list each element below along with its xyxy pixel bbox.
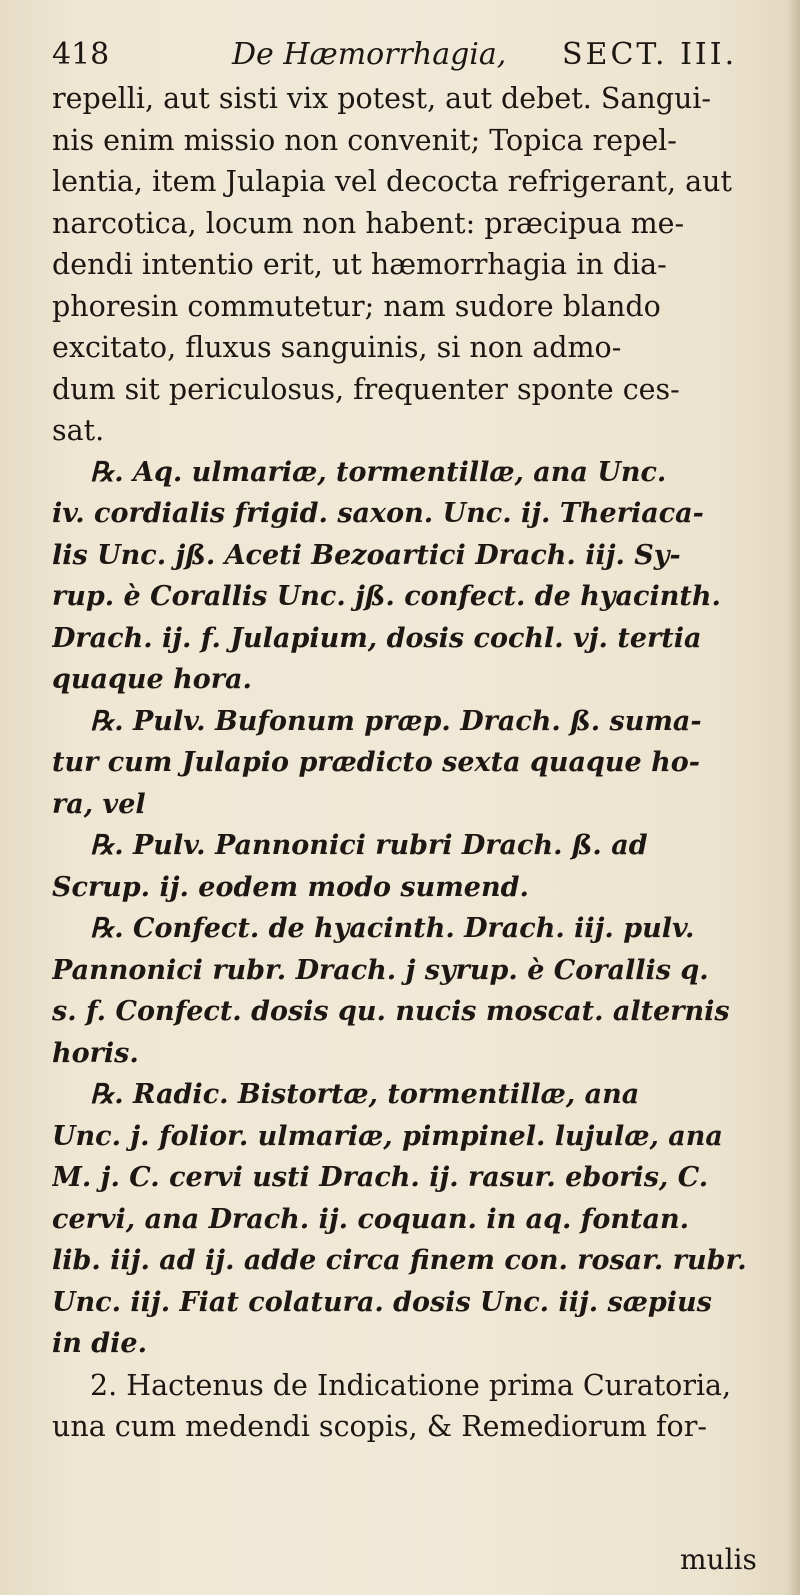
- text-line: phoresin commutetur; nam sudore blando: [52, 289, 661, 323]
- text-line: tur cum Julapio prædicto sexta quaque ho-: [52, 747, 700, 778]
- text-body: [52, 78, 770, 1448]
- text-line: quaque hora.: [52, 664, 252, 695]
- text-line: Unc. iij. Fiat colatura. dosis Unc. iij. sæpius: [52, 1286, 712, 1318]
- text-line: narcotica, locum non habent: præcipua me-: [52, 206, 685, 240]
- text-line: cervi, ana Drach. ij. coquan. in aq. fontan.: [52, 1203, 690, 1235]
- text-line: nis enim missio non convenit; Topica repel-: [52, 123, 677, 157]
- text-line: ℞. Pulv. Pannonici rubri Drach. ß. ad: [90, 830, 648, 861]
- text-line: repelli, aut sisti vix potest, aut debet. Sangui-: [52, 82, 712, 115]
- text-line: s. f. Confect. dosis qu. nucis moscat. alternis: [52, 996, 730, 1027]
- page-number: 418: [52, 37, 110, 72]
- text-line: in die.: [52, 1328, 148, 1359]
- text-line: Drach. ij. f. Julapium, dosis cochl. vj. tertia: [52, 622, 702, 654]
- text-line: ra, vel: [52, 788, 146, 820]
- text-line: lentia, item Julapia vel decocta refrigerant, aut: [52, 165, 732, 198]
- page-header: [52, 30, 772, 80]
- text-line: ℞. Aq. ulmariæ, tormentillæ, ana Unc.: [90, 456, 667, 488]
- page-edge-shadow: [786, 0, 800, 1595]
- text-line: excitato, fluxus sanguinis, si non admo-: [52, 331, 622, 364]
- text-line: lib. iij. ad ij. adde circa finem con. rosar. rubr.: [52, 1245, 747, 1276]
- text-line: Scrup. ij. eodem modo sumend.: [52, 871, 529, 903]
- text-line: horis.: [52, 1037, 139, 1069]
- text-line: Pannonici rubr. Drach. j syrup. è Corallis q.: [52, 954, 709, 986]
- text-line: rup. è Corallis Unc. jß. confect. de hyacinth.: [52, 581, 721, 612]
- text-line: ℞. Confect. de hyacinth. Drach. iij. pulv.: [90, 913, 695, 944]
- text-line: dum sit periculosus, frequenter sponte ces-: [52, 372, 680, 406]
- text-line: ℞. Pulv. Bufonum præp. Drach. ß. suma-: [90, 705, 702, 737]
- text-line: iv. cordialis frigid. saxon. Unc. ij. Theriaca-: [52, 498, 704, 529]
- text-line: ℞. Radic. Bistortæ, tormentillæ, ana: [90, 1079, 640, 1110]
- text-line: dendi intentio erit, ut hæmorrhagia in dia-: [52, 248, 667, 281]
- section-label: SECT. III.: [562, 37, 738, 72]
- text-line: sat.: [52, 414, 105, 447]
- text-line: una cum medendi scopis, & Remediorum for-: [52, 1410, 707, 1443]
- catchword: mulis: [680, 1543, 757, 1576]
- text-line: lis Unc. jß. Aceti Bezoartici Drach. iij. Sy-: [52, 539, 681, 571]
- text-line: M. j. C. cervi usti Drach. ij. rasur. eboris, C.: [52, 1162, 709, 1193]
- running-title: De Hæmorrhagia,: [232, 37, 507, 72]
- text-line: Unc. j. folior. ulmariæ, pimpinel. lujulæ, ana: [52, 1120, 723, 1152]
- text-line: 2. Hactenus de Indicatione prima Curatoria,: [90, 1368, 732, 1402]
